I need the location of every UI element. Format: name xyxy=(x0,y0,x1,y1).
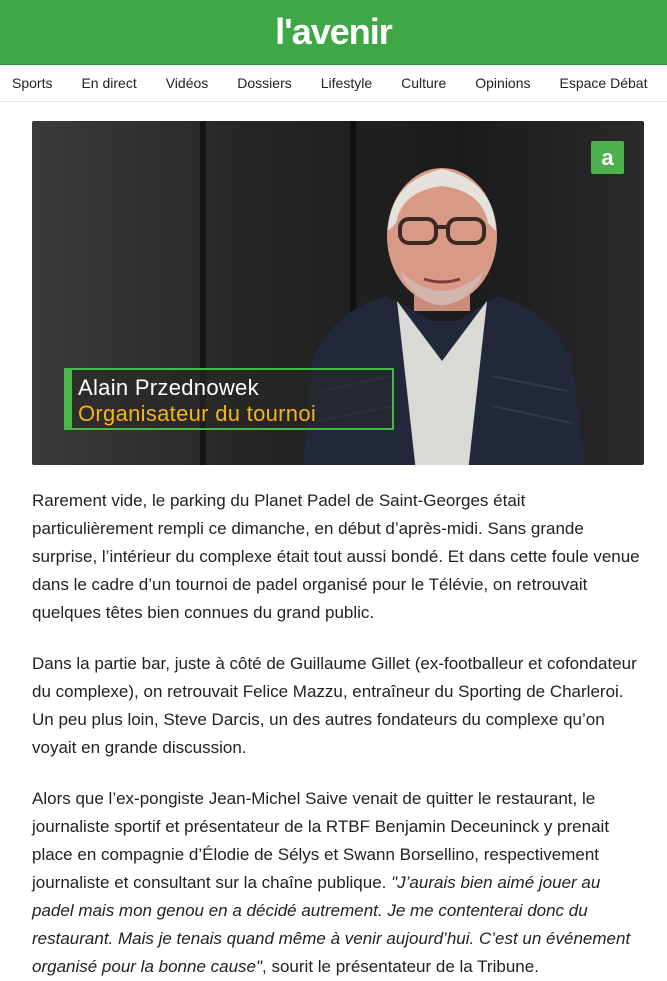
nav-item-culture[interactable]: Culture xyxy=(401,75,447,91)
article-paragraph xyxy=(32,785,642,981)
quote-text: "J’aurais bien aimé jouer au padel mais mon genou en a décidé autrement. Je me contenterai donc du restaurant. Mais je tenais quand même à venir aujourd’hui. C’est un événement organisé pour la bonne cause" xyxy=(32,873,631,976)
nav-item-dossiers[interactable]: Dossiers xyxy=(237,75,292,91)
caption-accent-bar xyxy=(64,368,72,430)
article-content xyxy=(0,102,667,981)
site-logo[interactable]: l'avenir xyxy=(275,11,392,52)
article-paragraph: Rarement vide, le parking du Planet Padel de Saint-Georges était particulièrement rempli ce dimanche, en début d’après-midi. Sans grande surprise, l’intérieur du complexe était tout aussi bondé. Et dans cette foule venue dans le cadre d’un tournoi de padel organisé pour le Télévie, on retrouvait quelques têtes bien connues du grand public. xyxy=(32,491,640,622)
paragraph-text: Alors que l’ex-pongiste Jean-Michel Saive venait de quitter le restaurant, le journaliste sportif et présentateur de la RTBF Benjamin Deceuninck y prenait place en compagnie d’Élodie de Sélys et Swann Borsellino, respectivement journaliste et consultant sur la chaîne publique. xyxy=(32,789,610,892)
nav-item-opinions[interactable]: Opinions xyxy=(475,75,531,91)
paragraph-text: , sourit le présentateur de la Tribune. xyxy=(262,957,539,976)
nav-item-videos[interactable]: Vidéos xyxy=(165,75,209,91)
article-paragraph: Dans la partie bar, juste à côté de Guillaume Gillet (ex-footballeur et cofondateur du complexe), on retrouvait Felice Mazzu, entraîneur du Sporting de Charleroi. Un peu plus loin, Steve Darcis, un des autres fondateurs du complexe qu’on voyait en grande discussion. xyxy=(32,654,637,757)
nav-item-sports[interactable]: Sports xyxy=(12,75,53,91)
video-caption xyxy=(64,368,394,430)
avenir-badge-icon: a xyxy=(591,141,624,174)
nav-item-lifestyle[interactable]: Lifestyle xyxy=(320,75,373,91)
caption-name: Alain Przednowek xyxy=(78,374,259,400)
nav-item-espace-debat[interactable]: Espace Débat xyxy=(559,75,648,91)
caption-role: Organisateur du tournoi xyxy=(78,400,317,426)
nav-item-en-direct[interactable]: En direct xyxy=(81,75,137,91)
main-nav xyxy=(0,65,667,102)
article-body xyxy=(32,465,644,981)
site-header xyxy=(0,0,667,65)
video-player[interactable] xyxy=(32,121,644,465)
